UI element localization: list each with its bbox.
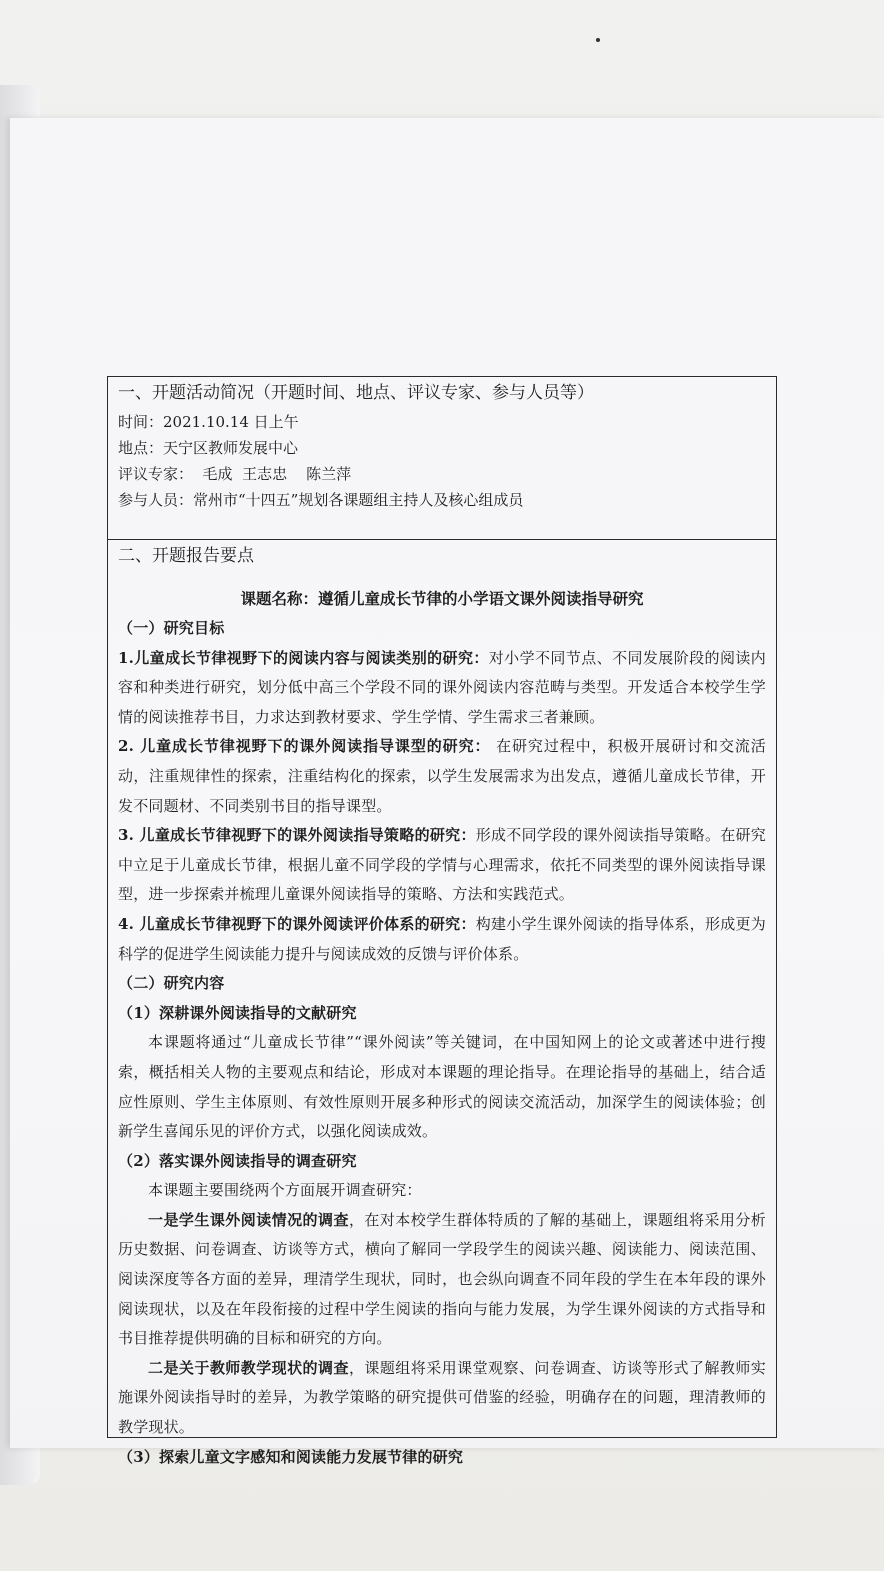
topic-title: 课题名称：遵循儿童成长节律的小学语文课外阅读指导研究 (240, 589, 644, 608)
goal-text: 形成不同学段的课外阅读指导策略。在研究中立足于儿童成长节律，根据儿童不同学段的学情与心理需求，依托不同类型的课外阅读指导课型，进一步探索并梳理儿童课外阅读指导的策略、方法和实践范式。 (118, 826, 766, 904)
sub2-p1-text: ，在对本校学生群体特质的了解的基础上，课题组将采用分析历史数据、问卷调查、访谈等方式，横向了解同一学段学生的阅读兴趣、阅读能力、阅读范围、阅读深度等各方面的差异，理清学生现状，同时，也会纵向调查不同年段的学生在本年段的课外阅读现状，以及在年段衔接的过程中学生阅读的指向与能力发展，为学生课外阅读的方式指导和书目推荐提供明确的目标和研究的方向。 (118, 1210, 766, 1348)
sub1-heading: （1）深耕课外阅读指导的文献研究 (118, 1003, 357, 1022)
goal-text: 在研究过程中，积极开展研讨和交流活动，注重规律性的探索，注重结构化的探索，以学生发展需求为出发点，遵循儿童成长节律，开发不同题材、不同类别书目的指导课型。 (118, 737, 766, 815)
goal-item (118, 644, 766, 733)
sub1-paragraph: 本课题将通过“儿童成长节律”“课外阅读”等关键词，在中国知网上的论文或著述中进行搜索，概括相关人物的主要观点和结论，形成对本课题的理论指导。在理论指导的基础上，结合适应性原则、学生主体原则、有效性原则开展多种形式的阅读交流活动，加深学生的阅读体验；创新学生喜闻乐见的评价方式，以强化阅读成效。 (118, 1033, 766, 1141)
document-page (10, 118, 884, 1466)
goal-item (118, 732, 766, 821)
goals-heading: （一）研究目标 (118, 619, 225, 637)
sub2-paragraph-teachers (118, 1354, 766, 1443)
dust-speck (596, 38, 600, 42)
goal-lead: 3. 儿童成长节律视野下的课外阅读指导策略的研究： (118, 826, 476, 845)
content-heading: （二）研究内容 (118, 974, 225, 993)
sub2-intro: 本课题主要围绕两个方面展开调查研究： (148, 1181, 422, 1200)
review-experts: 评议专家： 毛成 王志忠 陈兰萍 (118, 465, 352, 483)
section2-heading: 二、开题报告要点 (118, 546, 254, 566)
sub2-p1-lead: 一是学生课外阅读情况的调查 (148, 1210, 349, 1229)
goal-item (118, 821, 766, 910)
sub2-p2-lead: 二是关于教师教学现状的调查 (148, 1358, 349, 1377)
participants: 参与人员：常州市“十四五”规划各课题组主持人及核心组成员 (118, 491, 524, 509)
goal-item (118, 910, 766, 969)
sub2-p2-text: ，课题组将采用课堂观察、问卷调查、访谈等形式了解教师实施课外阅读指导时的差异，为教学策略的研究提供可借鉴的经验，明确存在的问题，理清教师的教学现状。 (118, 1358, 766, 1437)
goal-text: 对小学不同节点、不同发展阶段的阅读内容和种类进行研究，划分低中高三个学段不同的课外阅读内容范畴与类型。开发适合本校学生学情的阅读推荐书目，力求达到教材要求、学生学情、学生需求三者兼顾。 (118, 648, 766, 726)
section-activity-overview (108, 377, 776, 540)
meeting-time: 时间：2021.10.14 日上午 (118, 413, 299, 431)
section1-heading: 一、开题活动简况（开题时间、地点、评议专家、参与人员等） (118, 383, 594, 403)
goal-lead: 4. 儿童成长节律视野下的课外阅读评价体系的研究： (118, 914, 476, 933)
sub3-heading: （3）探索儿童文字感知和阅读能力发展节律的研究 (118, 1447, 464, 1466)
goal-text: 构建小学生课外阅读的指导体系，形成更为科学的促进学生阅读能力提升与阅读成效的反馈与评价体系。 (118, 914, 766, 963)
sub2-heading: （2）落实课外阅读指导的调查研究 (118, 1151, 357, 1170)
goal-lead: 2. 儿童成长节律视野下的课外阅读指导课型的研究： (118, 737, 491, 756)
report-table (107, 376, 777, 1466)
goal-lead: 1.儿童成长节律视野下的阅读内容与阅读类别的研究： (118, 648, 489, 667)
sub2-paragraph-students (118, 1206, 766, 1354)
section-report-points (108, 540, 776, 1466)
meeting-place: 地点：天宁区教师发展中心 (118, 439, 299, 457)
